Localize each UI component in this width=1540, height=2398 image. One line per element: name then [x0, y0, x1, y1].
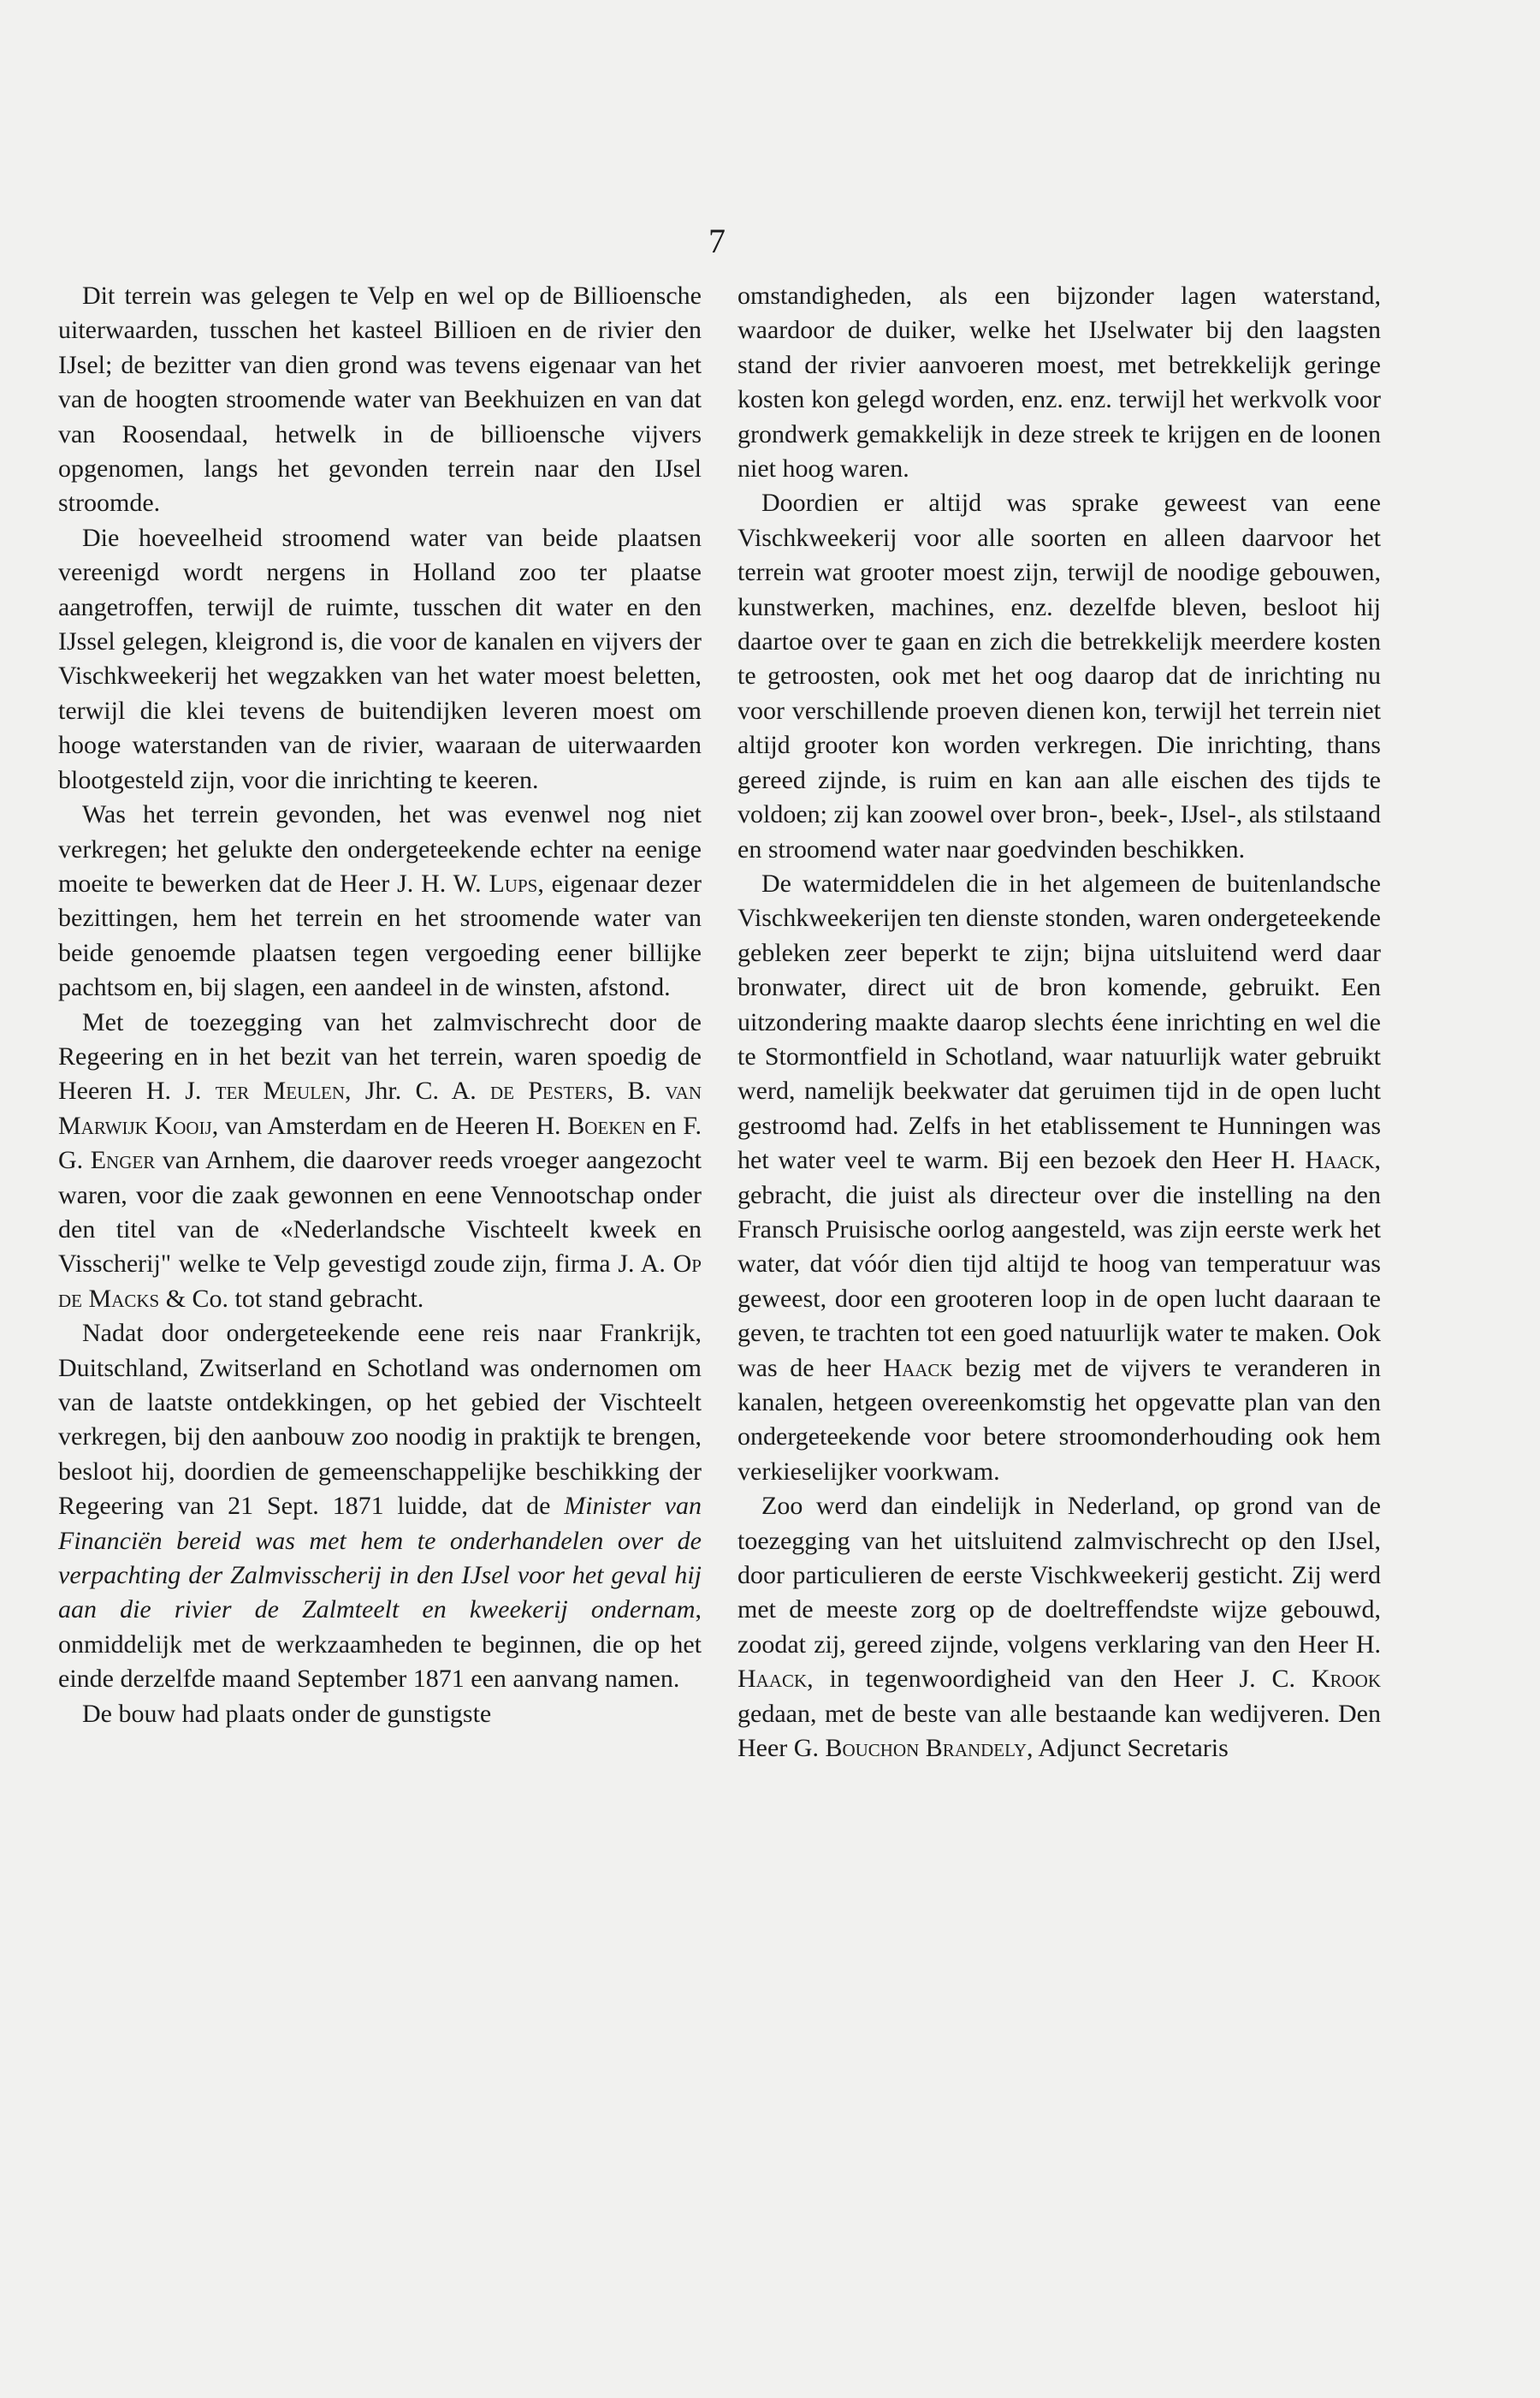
person-name: Op de Macks: [58, 1249, 702, 1313]
paragraph: [58, 1697, 702, 1731]
paragraph: [737, 1489, 1381, 1766]
paragraph-text: , gebracht, die juist als directeur over die instelling na den Fransch Pruisische oorlog aangesteld, was zijn eerste werk het water, dat vóór dien tijd altijd te hoog van temperatuur was geweest, door een grooteren loop in de open lucht daaraan te geven, te trachten tot een goed natuurlijk water te maken. Ook was de heer: [737, 1146, 1381, 1382]
paragraph-text: Doordien er altijd was sprake geweest van eene Vischkweekerij voor alle soorten en alleen daarvoor het terrein wat grooter moest zijn, terwijl de noodige gebouwen, kunstwerken, machines, enz. dezelfde bleven, besloot hij daartoe over te gaan en zich die betrekkelijk meerdere kosten te getroosten, ook met het oog daarop dat de inrichting nu voor verschillende proeven dienen kon, terwijl het terrein niet altijd grooter kon worden verkregen. Die inrichting, thans gereed zijnde, is ruim en kan aan alle eischen des tijds te voldoen; zij kan zoowel over bron-, beek-, IJsel-, als stilstaand en stroomend water naar goedvinden beschikken.: [737, 489, 1381, 864]
paragraph: [58, 521, 702, 798]
quoted-decision: Minister van Financiën bereid was met hem te onderhandelen over de verpachting der Zalmvisscherij in den IJsel voor het geval hij aan die rivier de Zalmteelt en kweekerij ondernam: [58, 1492, 702, 1624]
person-name: Haack: [1305, 1146, 1375, 1175]
paragraph-text: Zoo werd dan eindelijk in Nederland, op grond van de toezegging van het uitsluitend zalmvischrecht op den IJsel, door particulieren de eerste Vischkweekerij gesticht. Zij werd met de meeste zorg op de doeltreffendste wijze gebouwd, zoodat zij, gereed zijnde, volgens verklaring van den Heer H.: [737, 1492, 1381, 1659]
paragraph: [58, 1006, 702, 1317]
page-number: 7: [708, 222, 726, 260]
paragraph-text: , Adjunct Secretaris: [1027, 1734, 1229, 1763]
paragraph: [58, 279, 702, 521]
person-name: Boeken: [567, 1111, 646, 1140]
paragraph-text: Dit terrein was gelegen te Velp en wel op de Billioensche uiterwaarden, tusschen het kasteel Billioen en de rivier den IJsel; de bezitter van dien grond was tevens eigenaar van het van de hoogten stroomende water van Beekhuizen en van dat van Roosendaal, hetwelk in de billioensche vijvers opgenomen, langs het gevonden terrein naar den IJsel stroomde.: [58, 282, 702, 518]
paragraph-text: De bouw had plaats onder de gunstigste: [82, 1699, 492, 1728]
person-name: ter Meulen: [215, 1077, 346, 1106]
paragraph-text: , eigenaar dezer bezittingen, hem het terrein en het stroomende water van beide genoemde plaatsen tegen vergoeding eener billijke pachtsom en, bij slagen, een aandeel in de winsten, afstond.: [58, 869, 702, 1002]
person-name: de Pesters: [489, 1077, 607, 1106]
paragraph-text: Nadat door ondergeteekende eene reis naar Frankrijk, Duitschland, Zwitserland en Schotland was ondernomen om van de laatste ontdekkingen, op het gebied der Vischteelt verkregen, bij den aanbouw zoo noodig in praktijk te brengen, besloot hij, doordien de gemeenschappelijke beschikking der Regeering van 21 Sept. 1871 luidde, dat de: [58, 1319, 702, 1521]
person-name: Lups: [489, 869, 538, 898]
paragraph: [58, 1316, 702, 1696]
paragraph: [737, 486, 1381, 866]
person-name: Bouchon Brandely: [825, 1734, 1028, 1763]
person-name: Krook: [1311, 1665, 1381, 1694]
paragraph-text: De watermiddelen die in het algemeen de buitenlandsche Vischkweekerijen ten dienste stonden, waren ondergeteekende gebleken zeer beperkt te zijn; bijna uitsluitend werd daar bronwater, direct uit de bron komende, gebruikt. Een uitzondering maakte daarop slechts éene inrichting en wel die te Stormontfield in Schotland, waar natuurlijk water gebruikt werd, namelijk beekwater dat geruimen tijd in de open lucht gestroomd had. Zelfs in het etablissement te Hunningen was het water veel te warm. Bij een bezoek den Heer H.: [737, 869, 1381, 1175]
paragraph-text: & Co. tot stand gebracht.: [159, 1284, 424, 1313]
left-column: [58, 279, 702, 1731]
paragraph-text: en F. G.: [58, 1111, 702, 1175]
right-column: [737, 279, 1381, 1766]
paragraph: [58, 798, 702, 1005]
paragraph-text: van Arnhem, die daarover reeds vroeger aangezocht waren, voor die zaak gewonnen en eene Vennootschap onder den titel van de «Nederlandsche Vischteelt kweek en Visscherij" welke te Velp gevestigd zoude zijn, firma J. A.: [58, 1146, 702, 1279]
paragraph-text: Was het terrein gevonden, het was evenwel nog niet verkregen; het gelukte den ondergeteekende echter na eenige moeite te bewerken dat de Heer J. H. W.: [58, 800, 702, 898]
person-name: Enger: [90, 1146, 156, 1175]
paragraph-text: bezig met de vijvers te veranderen in kanalen, hetgeen overeenkomstig het opgevatte plan van den ondergeteekende voor betere stroomonderhouding ook hem verkieselijker voorkwam.: [737, 1353, 1381, 1486]
paragraph-text: , in tegenwoordigheid van den Heer J. C.: [807, 1665, 1312, 1694]
paragraph-text: omstandigheden, als een bijzonder lagen waterstand, waardoor de duiker, welke het IJselwater bij den laagsten stand der rivier aanvoeren moest, met betrekkelijk geringe kosten kon gelegd worden, enz. enz. terwijl het werkvolk voor grondwerk gemakkelijk in deze streek te krijgen en de loonen niet hoog waren.: [737, 282, 1381, 484]
person-name: Haack: [883, 1353, 953, 1382]
paragraph-text: Die hoeveelheid stroomend water van beide plaatsen vereenigd wordt nergens in Holland zoo ter plaatse aangetroffen, terwijl de ruimte, tusschen dit water en den IJssel gelegen, kleigrond is, die voor de kanalen en vijvers der Vischkweekerij het wegzakken van het water moest beletten, terwijl die klei tevens de buitendijken leveren moest om hooge waterstanden van de rivier, waaraan de uiterwaarden blootgesteld zijn, voor die inrichting te keeren.: [58, 523, 702, 794]
paragraph: [737, 867, 1381, 1489]
paragraph-text: , van Amsterdam en de Heeren H.: [211, 1111, 568, 1140]
paragraph-text: , Jhr. C. A.: [345, 1077, 490, 1106]
paragraph-text: , onmiddelijk met de werkzaamheden te beginnen, die op het einde derzelfde maand September 1871 een aanvang namen.: [58, 1595, 702, 1694]
paragraph: [737, 279, 1381, 486]
person-name: van Marwijk Kooij: [58, 1077, 702, 1140]
paragraph-text: Met de toezegging van het zalmvischrecht door de Regeering en in het bezit van het terrein, waren spoedig de Heeren H. J.: [58, 1007, 702, 1106]
paragraph-text: gedaan, met de beste van alle bestaande kan wedijveren. Den Heer G.: [737, 1699, 1381, 1763]
paragraph-text: , B.: [607, 1077, 666, 1106]
person-name: Haack: [737, 1665, 808, 1694]
